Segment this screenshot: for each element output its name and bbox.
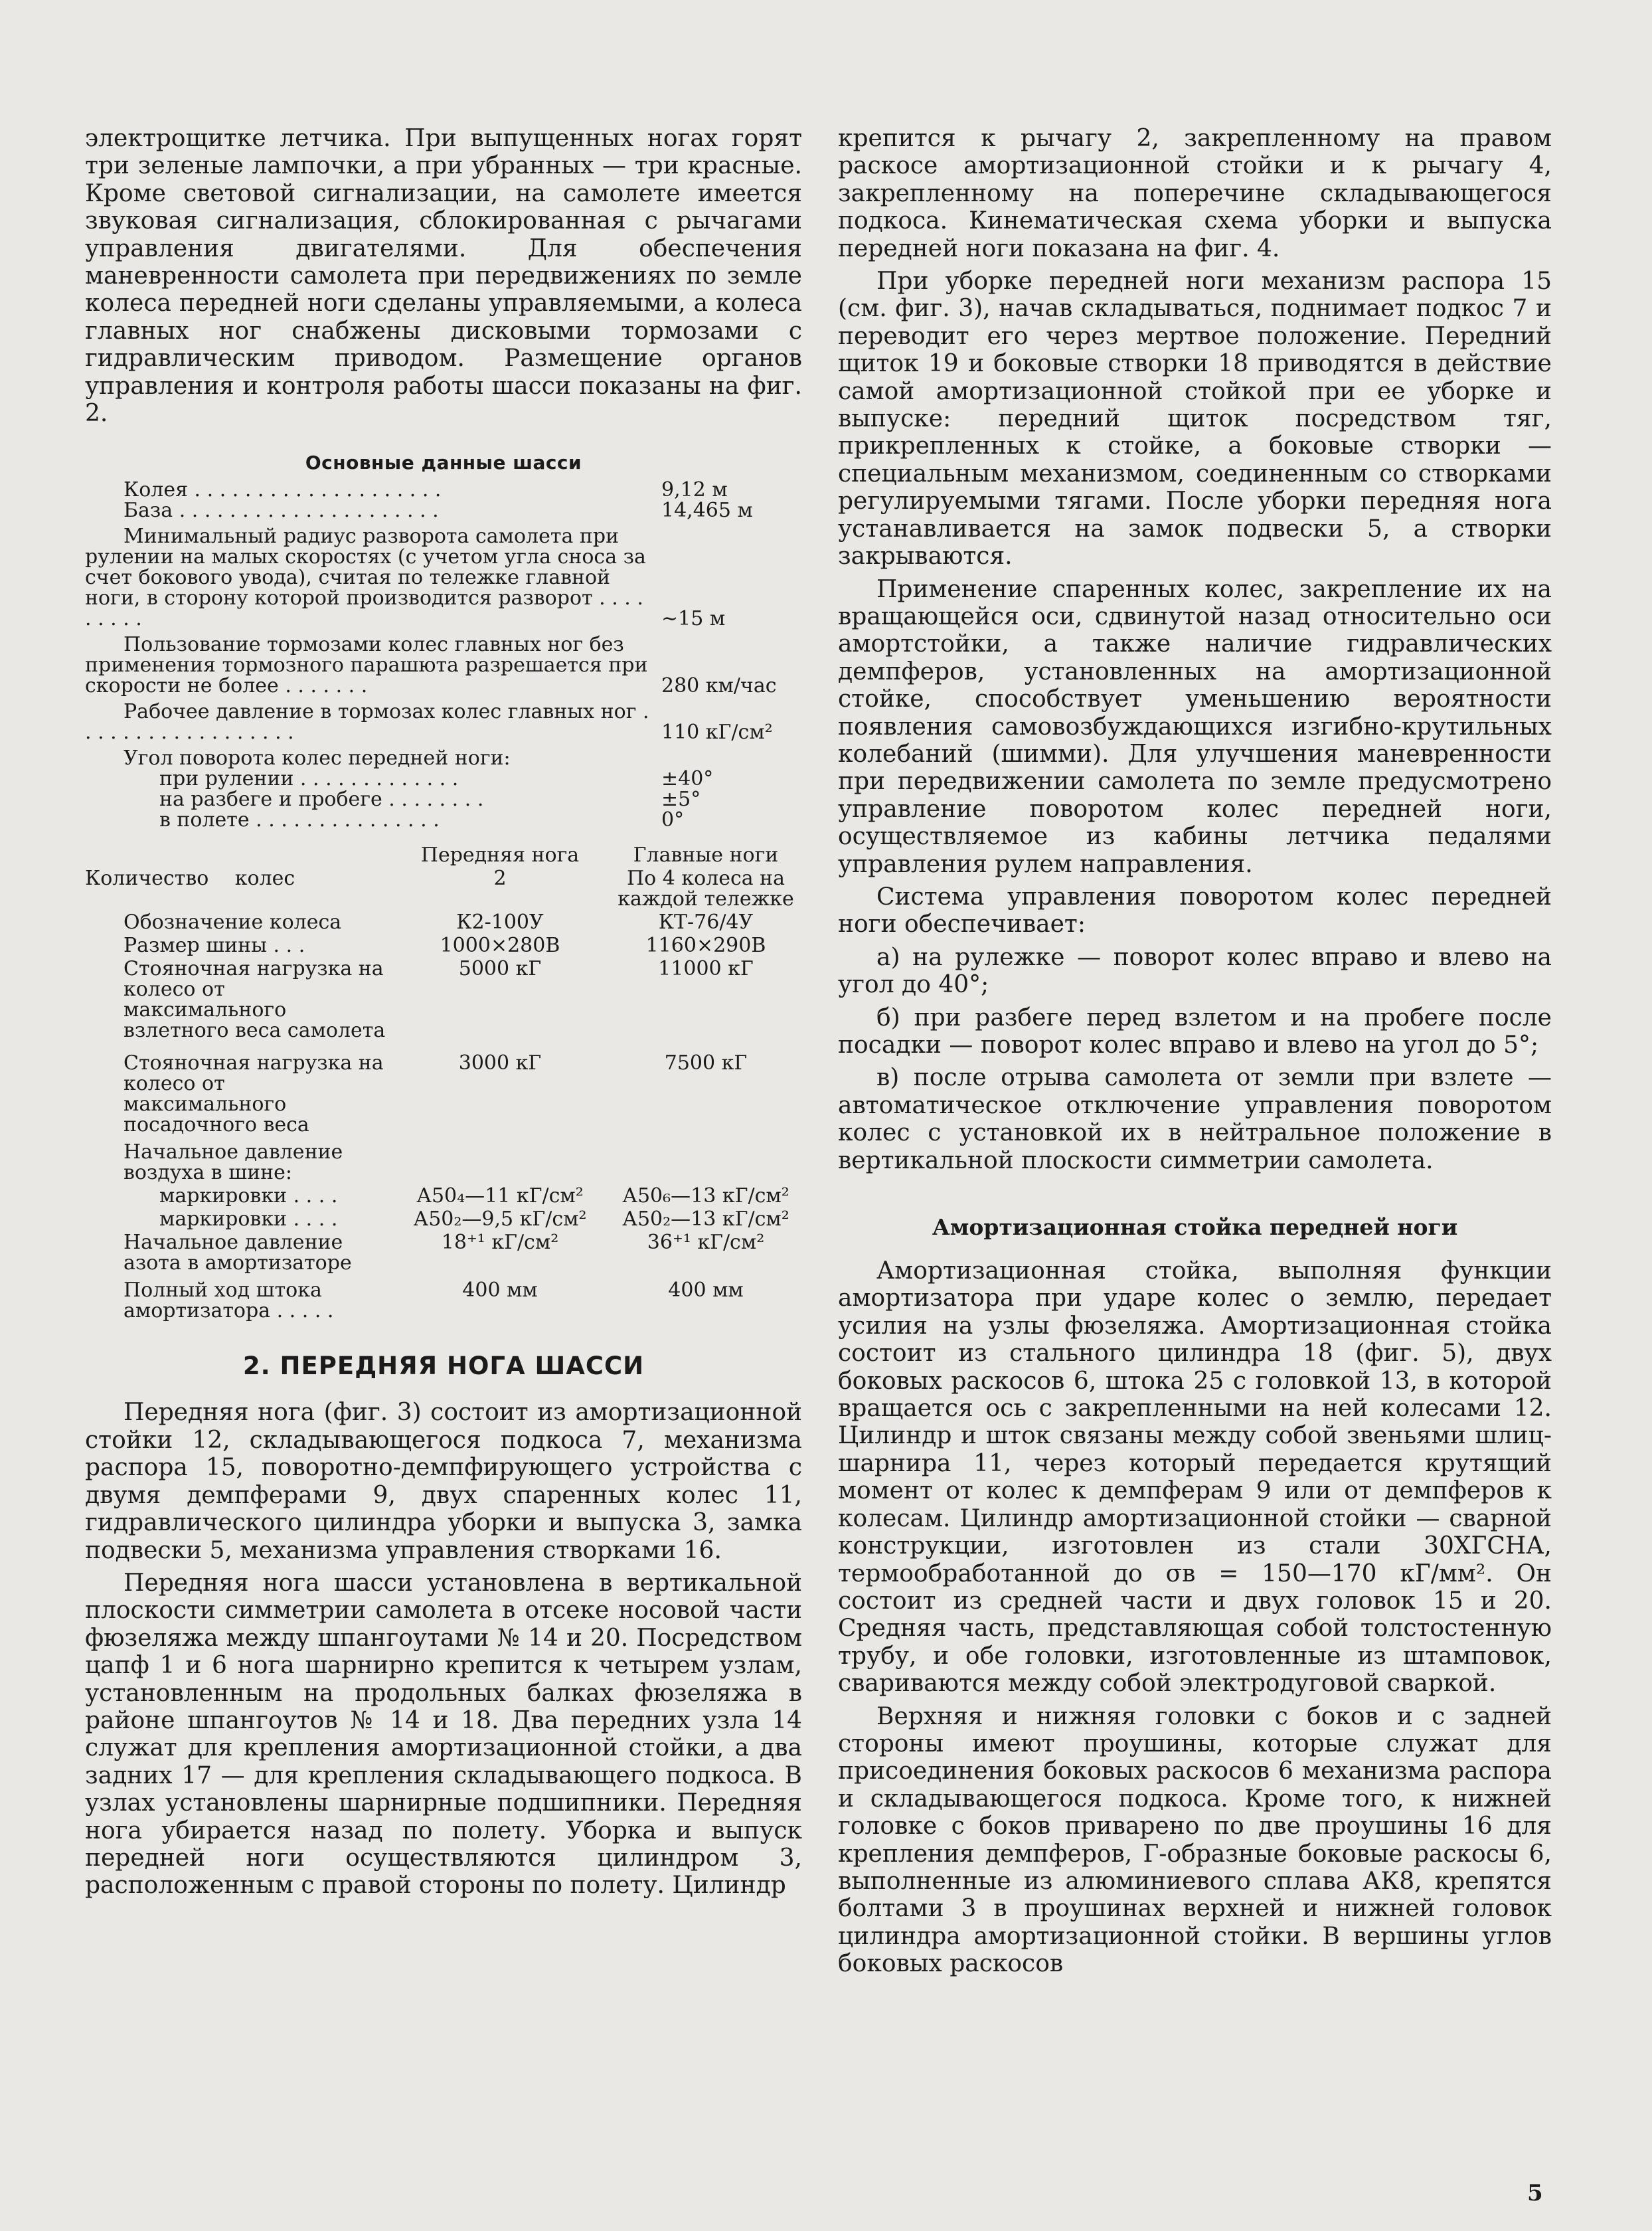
spec-row-nitrogen	[85, 1232, 802, 1273]
spec-label: Полный ход штока амортизатора . . . . .	[124, 1279, 334, 1323]
intro-paragraph: электрощитке летчика. При выпущенных ногах горят три зеленые лампочки, а при убранных — три красные. Кроме световой сигнализации, на самолете имеется звуковая сигнализация, сблокированная с рычагами управления двигателями. Для обеспечения маневренности самолета при передвижениях по земле колеса передней ноги сделаны управляемыми, а колеса главных ног снабжены дисковыми тормозами с гидравлическим приводом. Размещение органов управления и контроля работы шасси показаны на фиг. 2.	[85, 125, 802, 428]
spec-row-turn-radius	[85, 526, 802, 629]
front-leg-paragraph-2: Передняя нога шасси установлена в вертикальной плоскости симметрии самолета в отсеке носовой части фюзеляжа между шпангоутами № 14 и 20. Посредством цапф 1 и 6 нога шарнирно крепится к четырем узлам, установленным на продольных балках фюзеляжа в районе шпангоутов № 14 и 18. Два передних узла 14 служат для крепления амортизационной стойки, а два задних 17 — для крепления складывающего подкоса. В узлах установлены шарнирные подшипники. Передняя нога убирается назад по полету. Уборка и выпуск передней ноги осуществляются цилиндром 3, расположенным с правой стороны по полету. Цилиндр	[85, 1569, 802, 1900]
shock-strut-paragraph-2: Верхняя и нижняя головки с боков и с задней стороны имеют проушины, которые служат для присоединения боковых раскосов 6 механизма распора и складывающегося подкоса. Кроме того, к нижней головке с боков приварено по две проушины 16 для крепления демпферов, Г-образные боковые раскосы 6, выполненные из алюминиевого сплава АК8, крепятся болтами 3 в проушинах верхней и нижней головок цилиндра амортизационной стойки. В вершины углов боковых раскосов	[838, 1702, 1552, 1978]
spec-row-load-landing	[85, 1053, 802, 1135]
front-value: 1000×280В	[440, 934, 560, 958]
spec-label: Пользование тормозами колес главных ног без применения тормозного парашюта разрешается при скорости не более . . . . . . .	[85, 633, 648, 698]
chassis-spec-table	[85, 452, 802, 1321]
spec-value: ±40°	[661, 767, 714, 791]
spec-label: маркировки . . . .	[159, 1207, 338, 1231]
shimmy-paragraph: Применение спаренных колес, закрепление их на вращающейся оси, сдвинутой назад относительно оси амортстойки, а также наличие гидравлических демпферов, установленных на амортизационной стойке, способствует уменьшению вероятности появления самовозбуждающихся изгибно-крутильных колебаний (шимми). Для улучшения маневренности при передвижении самолета по земле предусмотрено управление поворотом колес передней ноги, осуществляемое из кабины летчика педалями управления рулем направления.	[838, 575, 1552, 878]
front-value: 18⁺¹ кГ/см²	[441, 1231, 559, 1255]
spec-row-steer-angle	[85, 748, 802, 768]
spec-row-taxi	[85, 768, 802, 789]
spec-row-brake-speed	[85, 634, 802, 696]
front-value: 5000 кГ	[458, 957, 542, 981]
spec-row-mark1	[85, 1186, 802, 1206]
spec-label: Обозначение колеса	[124, 911, 342, 935]
front-value: 3000 кГ	[458, 1051, 542, 1075]
spec-value: ∼15 м	[661, 607, 726, 631]
spec-row-wheel-id	[85, 912, 802, 933]
front-leg-paragraph-1: Передняя нога (фиг. 3) состоит из амортизационной стойки 12, складывающегося подкоса 7, механизма распора 15, поворотно-демпфирующего устройства с двумя демпферами 9, двух спаренных колес 11, гидравлического цилиндра уборки и выпуска 3, замка подвески 5, механизма управления створками 16.	[85, 1399, 802, 1564]
spec-row-base	[85, 500, 802, 521]
steering-item-a: а) на рулежке — поворот колес вправо и влево на угол до 40°;	[838, 943, 1552, 999]
spec-title: Основные данные шасси	[305, 452, 582, 474]
spec-value: 110 кГ/см²	[661, 721, 773, 745]
main-value: А50₂—13 кГ/см²	[622, 1207, 789, 1231]
left-column	[85, 125, 802, 1900]
spec-label: Начальное давление воздуха в шине:	[124, 1140, 343, 1185]
main-value: 400 мм	[668, 1279, 744, 1302]
main-value: А50₆—13 кГ/см²	[622, 1184, 789, 1208]
spec-value: 0°	[661, 808, 685, 832]
spec-column-headers	[85, 845, 802, 865]
spec-row-brake-pressure	[85, 701, 802, 743]
spec-label: маркировки . . . .	[159, 1184, 338, 1208]
spec-label: Количество колес	[85, 867, 295, 891]
section-title: 2. ПЕРЕДНЯЯ НОГА ШАССИ	[242, 1352, 645, 1381]
retraction-paragraph-1: крепится к рычагу 2, закрепленному на правом раскосе амортизационной стойки и к рычагу 4, закрепленному на поперечине складывающегося подкоса. Кинематическая схема уборки и выпуска передней ноги показана на фиг. 4.	[838, 125, 1552, 262]
spec-value: 9,12 м	[661, 478, 728, 502]
spec-label: на разбеге и пробеге . . . . . . . .	[159, 788, 484, 812]
front-value: 2	[493, 867, 507, 891]
spec-value: ±5°	[661, 788, 701, 812]
steering-item-c: в) после отрыва самолета от земли при взлете — автоматическое отключение управления поворотом колес с установкой их в нейтральное положение в вертикальной плоскости симметрии самолета.	[838, 1064, 1552, 1174]
spec-row-air-pressure	[85, 1142, 802, 1183]
main-value: КТ-76/4У	[658, 911, 754, 935]
spec-row-mark2	[85, 1209, 802, 1229]
spec-label: при рулении . . . . . . . . . . . . .	[159, 767, 459, 791]
spec-row-flight	[85, 810, 802, 830]
spec-row-load-takeoff	[85, 958, 802, 1041]
main-value: 11000 кГ	[658, 957, 754, 981]
right-column	[838, 125, 1552, 1978]
shock-strut-paragraph-1: Амортизационная стойка, выполняя функции амортизатора при ударе колес о землю, передает усилия на узлы фюзеляжа. Амортизационная стойка состоит из стального цилиндра 18 (фиг. 5), двух боковых раскосов 6, штока 25 с головкой 13, в которой вращается ось с закрепленными на ней колесами 12. Цилиндр и шток связаны между собой звеньями шлиц-шарнира 11, через который передается крутящий момент от колес к демпферам 9 или от демпферов к колесам. Цилиндр амортизационной стойки — сварной конструкции, изготовлен из стали 30ХГСНА, термообработанной до σв = 150—170 кГ/мм². Он состоит из средней части и двух головок 15 и 20. Средняя часть, представляющая собой толстостенную трубу, и обе головки, изготовленные из штамповок, свариваются между собой электродуговой сваркой.	[838, 1257, 1552, 1698]
subsection-title: Амортизационная стойка передней ноги	[932, 1214, 1458, 1241]
spec-label: Рабочее давление в тормозах колес главных ног . . . . . . . . . . . . . . . . . .	[85, 700, 649, 745]
spec-row-wheels	[85, 868, 802, 909]
front-value: А50₂—9,5 кГ/см²	[413, 1207, 587, 1231]
main-value: 7500 кГ	[664, 1051, 748, 1075]
steering-item-b: б) при разбеге перед взлетом и на пробеге после посадки — поворот колес вправо и влево на угол до 5°;	[838, 1004, 1552, 1059]
page-number: 5	[1527, 2180, 1543, 2206]
spec-row-stroke	[85, 1280, 802, 1321]
retraction-paragraph-2: При уборке передней ноги механизм распора 15 (см. фиг. 3), начав складываться, поднимает подкос 7 и переводит его через мертвое положение. Передний щиток 19 и боковые створки 18 приводятся в действие самой амортизационной стойкой при ее уборке и выпуске: передний щиток посредством тяг, прикрепленных к стойке, а боковые створки — специальным механизмом, соединенным со створками регулируемыми тягами. После уборки передняя нога устанавливается на замок подвески 5, а створки закрываются.	[838, 268, 1552, 571]
spec-label: Стояночная нагрузка на колесо от максимального взлетного веса самолета	[124, 957, 386, 1043]
spec-label: База . . . . . . . . . . . . . . . . . . . . .	[124, 499, 439, 523]
spec-row-run	[85, 789, 802, 810]
front-value: 400 мм	[462, 1279, 538, 1302]
spec-value: 14,465 м	[661, 499, 753, 523]
main-value: 1160×290В	[645, 934, 766, 958]
front-value: А50₄—11 кГ/см²	[416, 1184, 584, 1208]
spec-row-tire	[85, 935, 802, 956]
spec-label: Начальное давление азота в амортизаторе	[124, 1231, 352, 1275]
spec-label: Стояночная нагрузка на колесо от максимального посадочного веса	[124, 1051, 384, 1137]
spec-label: Угол поворота колес передней ноги:	[124, 747, 511, 770]
spec-label: Размер шины . . .	[124, 934, 305, 958]
main-value: 36⁺¹ кГ/см²	[647, 1231, 765, 1255]
spec-label: Колея . . . . . . . . . . . . . . . . . . . .	[124, 478, 442, 502]
spec-label: в полете . . . . . . . . . . . . . . .	[159, 808, 440, 832]
steering-paragraph: Система управления поворотом колес передней ноги обеспечивает:	[838, 883, 1552, 938]
spec-row-track	[85, 480, 802, 500]
spec-value: 280 км/час	[661, 674, 777, 698]
main-value: По 4 колеса на каждой тележке	[618, 867, 794, 911]
main-legs-header: Главные ноги	[633, 844, 779, 867]
front-value: К2-100У	[456, 911, 544, 935]
front-leg-header: Передняя нога	[420, 844, 580, 867]
spec-label: Минимальный радиус разворота самолета при рулении на малых скоростях (с учетом угла сноса за счет бокового увода), считая по тележке главной ноги, в сторону которой производится разворот . . . . . . . . .	[85, 525, 646, 631]
